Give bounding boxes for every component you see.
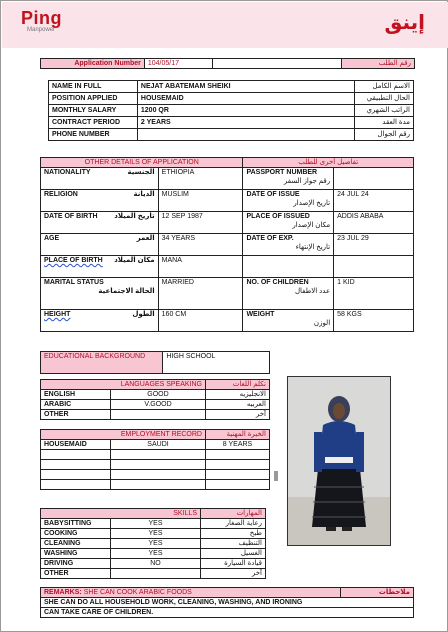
remarks-table: [40, 587, 414, 618]
details-right-label-ar: رقم جواز السفر: [283, 178, 331, 185]
employment-row: [41, 480, 270, 490]
details-row: [41, 256, 414, 278]
skill-value: NO: [111, 559, 201, 569]
languages-title-arabic: تكلم اللغات: [206, 380, 270, 390]
language-name: ENGLISH: [41, 390, 111, 400]
details-right-label-en: NO. OF CHILDREN: [246, 279, 309, 286]
applicant-photo: [287, 376, 391, 546]
skill-name: COOKING: [41, 529, 111, 539]
personal-label: NAME IN FULL: [49, 81, 138, 93]
remarks-line-2: CAN TAKE CARE OF CHILDREN.: [41, 608, 414, 618]
details-right-label: [243, 278, 334, 310]
application-number-table: [40, 58, 415, 69]
personal-row: [49, 129, 414, 141]
details-left-label-ar: مكان الميلاد: [114, 257, 155, 264]
personal-row: [49, 81, 414, 93]
employment-country: SAUDI: [111, 440, 206, 450]
skill-value: [111, 569, 201, 579]
employment-row: [41, 450, 270, 460]
employment-years: [206, 460, 270, 470]
skills-title: SKILLS: [41, 509, 201, 519]
language-name-arabic: العربيه: [206, 400, 270, 410]
languages-table: [40, 379, 270, 420]
employment-country: [111, 480, 206, 490]
personal-label-arabic: مدة العقد: [355, 117, 414, 129]
skill-row: [41, 529, 266, 539]
employment-title: EMPLOYMENT RECORD: [41, 430, 206, 440]
skill-name-arabic: التنظيف: [201, 539, 266, 549]
personal-value: HOUSEMAID: [137, 93, 354, 105]
details-left-label-en: PLACE OF BIRTH: [44, 257, 103, 264]
language-name-arabic: الانجليزيه: [206, 390, 270, 400]
language-level: GOOD: [111, 390, 206, 400]
arabic-logo: إينق: [384, 10, 425, 34]
application-number-label: Application Number: [41, 59, 145, 69]
personal-label: POSITION APPLIED: [49, 93, 138, 105]
skill-value: YES: [111, 539, 201, 549]
skill-name-arabic: الغسيل: [201, 549, 266, 559]
details-right-label-ar: تاريخ الإنتهاء: [295, 244, 331, 251]
details-left-label: [41, 168, 159, 190]
details-right-value: 24 JUL 24: [334, 190, 414, 212]
details-left-label-ar: الطول: [132, 311, 155, 318]
details-left-label-en: AGE: [44, 235, 60, 242]
details-left-label-ar: الديانة: [133, 191, 155, 198]
skill-name-arabic: قيادة السيارة: [201, 559, 266, 569]
details-right-value: 1 KID: [334, 278, 414, 310]
employment-country: [111, 450, 206, 460]
skill-value: YES: [111, 519, 201, 529]
details-right-label-en: PASSPORT NUMBER: [246, 169, 318, 176]
details-left-value: 12 SEP 1987: [158, 212, 243, 234]
personal-value: 2 YEARS: [137, 117, 354, 129]
details-left-label: [41, 190, 159, 212]
details-left-label: [41, 278, 159, 310]
details-left-label-en: NATIONALITY: [44, 169, 91, 176]
details-row: [41, 212, 414, 234]
table-resize-handle[interactable]: [274, 471, 278, 481]
employment-years: [206, 480, 270, 490]
personal-value: 1200 QR: [137, 105, 354, 117]
personal-value: [137, 129, 354, 141]
employment-title-arabic: الخبرة المهنية: [206, 430, 270, 440]
personal-label-arabic: الحال التطبيقي: [355, 93, 414, 105]
personal-label: PHONE NUMBER: [49, 129, 138, 141]
personal-label-arabic: الاسم الكامل: [355, 81, 414, 93]
personal-row: [49, 105, 414, 117]
personal-row: [49, 117, 414, 129]
application-number-arabic: رقم الطلب: [342, 59, 415, 69]
other-details-title: OTHER DETAILS OF APPLICATION: [41, 158, 243, 168]
personal-value: NEJAT ABATEMAM SHEIKI: [137, 81, 354, 93]
details-right-value: 23 JUL 29: [334, 234, 414, 256]
details-right-label-en: PLACE OF ISSUED: [246, 213, 310, 220]
personal-label-arabic: الراتب الشهري: [355, 105, 414, 117]
details-right-label: [243, 256, 334, 278]
details-right-value: [334, 256, 414, 278]
other-details-table: [40, 157, 414, 332]
language-name-arabic: آخر: [206, 410, 270, 420]
language-row: [41, 410, 270, 420]
personal-info-table: [48, 80, 414, 141]
details-left-value: 34 YEARS: [158, 234, 243, 256]
employment-country: [111, 470, 206, 480]
details-right-label: [243, 212, 334, 234]
details-left-label-ar: تاريخ الميلاد: [114, 213, 155, 220]
skill-row: [41, 539, 266, 549]
details-left-label-ar: العمر: [136, 235, 155, 242]
remarks-label: REMARKS:: [44, 589, 82, 596]
skill-name-arabic: رعاية الصغار: [201, 519, 266, 529]
remarks-arabic: ملاحظات: [341, 588, 414, 598]
details-left-label-ar: الحالة الاجتماعية: [98, 288, 155, 295]
personal-label: CONTRACT PERIOD: [49, 117, 138, 129]
skill-row: [41, 519, 266, 529]
logo-subtext: Manpower: [27, 27, 56, 33]
remarks-header: [41, 588, 341, 598]
details-right-label-ar: مكان الإصدار: [292, 222, 331, 229]
skill-name: DRIVING: [41, 559, 111, 569]
details-left-value: MUSLIM: [158, 190, 243, 212]
remarks-line-1: SHE CAN DO ALL HOUSEHOLD WORK, CLEANING, WASHING, AND IRONING: [41, 598, 414, 608]
employment-row: [41, 460, 270, 470]
skill-row: [41, 559, 266, 569]
skill-name-arabic: طبخ: [201, 529, 266, 539]
logo-text: Ping: [21, 8, 62, 28]
details-right-value: 58 KGS: [334, 310, 414, 332]
employment-years: [206, 470, 270, 480]
details-right-label: [243, 168, 334, 190]
education-table: [40, 351, 270, 374]
details-left-label-en: HEIGHT: [44, 311, 71, 318]
other-details-title-arabic: تفاصيل أخرى للطلب: [243, 158, 414, 168]
employment-job: [41, 470, 111, 480]
remarks-text: SHE CAN COOK ARABIC FOODS: [83, 589, 192, 596]
details-right-value: ADDIS ABABA: [334, 212, 414, 234]
details-left-label: [41, 256, 159, 278]
employment-job: HOUSEMAID: [41, 440, 111, 450]
language-level: V.GOOD: [111, 400, 206, 410]
details-row: [41, 310, 414, 332]
details-left-value: MANA: [158, 256, 243, 278]
employment-job: [41, 450, 111, 460]
skills-table: [40, 508, 266, 579]
details-right-label: [243, 310, 334, 332]
language-name: ARABIC: [41, 400, 111, 410]
skill-value: YES: [111, 549, 201, 559]
language-row: [41, 400, 270, 410]
language-name: OTHER: [41, 410, 111, 420]
skill-name: BABYSITTING: [41, 519, 111, 529]
details-row: [41, 190, 414, 212]
skills-title-arabic: المهارات: [201, 509, 266, 519]
personal-row: [49, 93, 414, 105]
employment-job: [41, 480, 111, 490]
skill-row: [41, 569, 266, 579]
employment-table: [40, 429, 270, 490]
details-left-label-en: RELIGION: [44, 191, 78, 198]
details-left-value: ETHIOPIA: [158, 168, 243, 190]
details-right-value: [334, 168, 414, 190]
personal-label: MONTHLY SALARY: [49, 105, 138, 117]
details-left-label-en: MARITAL STATUS: [44, 279, 104, 286]
employment-row: [41, 470, 270, 480]
language-level: [111, 410, 206, 420]
details-right-label-en: DATE OF ISSUE: [246, 191, 300, 198]
details-right-label: [243, 190, 334, 212]
details-row: [41, 234, 414, 256]
skill-name: OTHER: [41, 569, 111, 579]
details-right-label-ar: تاريخ الإصدار: [293, 200, 331, 207]
skill-name: WASHING: [41, 549, 111, 559]
details-left-label: [41, 310, 159, 332]
details-left-label: [41, 234, 159, 256]
details-left-value: 160 CM: [158, 310, 243, 332]
skill-value: YES: [111, 529, 201, 539]
education-value: HIGH SCHOOL: [163, 352, 270, 374]
application-number-value: 104/05/17: [144, 59, 212, 69]
employment-years: [206, 450, 270, 460]
details-right-label-en: DATE OF EXP.: [246, 235, 294, 242]
details-left-value: MARRIED: [158, 278, 243, 310]
details-right-label: [243, 234, 334, 256]
details-right-label-ar: عدد الاطفال: [294, 288, 331, 295]
ping-logo: [21, 8, 91, 44]
employment-job: [41, 460, 111, 470]
details-left-label-ar: الجنسية: [127, 169, 155, 176]
details-right-label-en: WEIGHT: [246, 311, 275, 318]
employment-row: [41, 440, 270, 450]
employment-years: 8 YEARS: [206, 440, 270, 450]
education-label: EDUCATIONAL BACKGROUND: [41, 352, 163, 374]
details-row: [41, 168, 414, 190]
details-left-label-en: DATE OF BIRTH: [44, 213, 98, 220]
skill-name: CLEANING: [41, 539, 111, 549]
details-right-label-ar: الوزن: [313, 320, 331, 327]
language-row: [41, 390, 270, 400]
languages-title: LANGUAGES SPEAKING: [41, 380, 206, 390]
details-left-label: [41, 212, 159, 234]
employment-country: [111, 460, 206, 470]
details-row: [41, 278, 414, 310]
personal-label-arabic: رقم الجوال: [355, 129, 414, 141]
skill-name-arabic: آخر: [201, 569, 266, 579]
skill-row: [41, 549, 266, 559]
